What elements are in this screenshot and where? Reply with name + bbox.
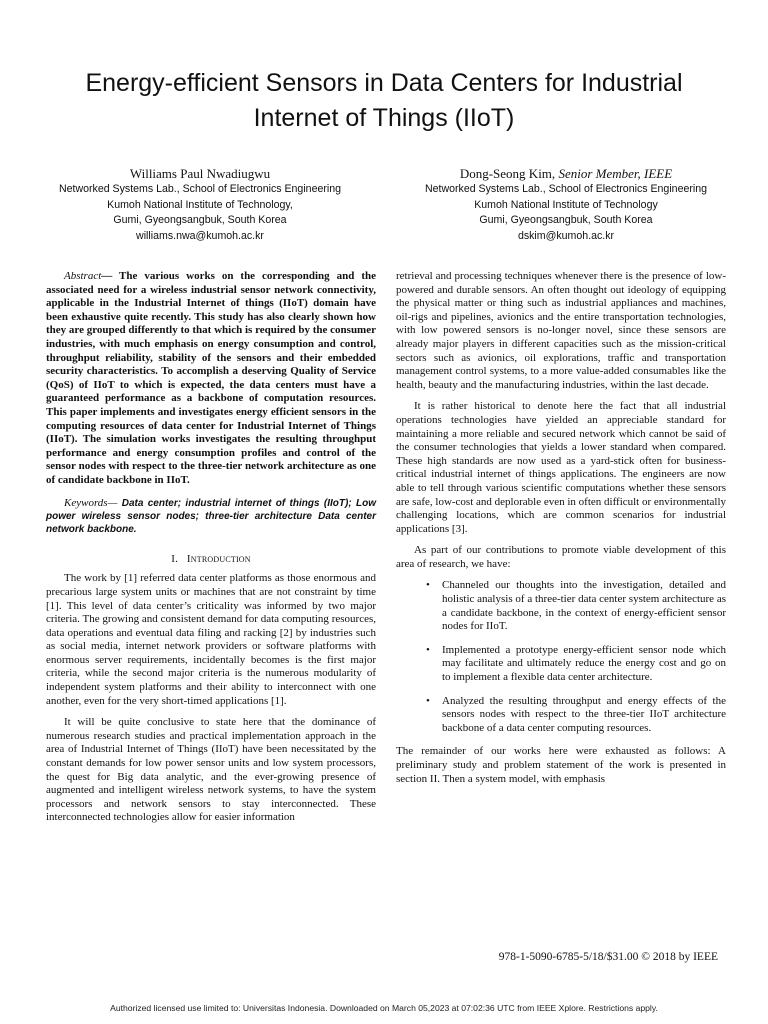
author-affiliation-line: Networked Systems Lab., School of Electronics Engineering — [58, 183, 342, 195]
list-item-text: Implemented a prototype energy-efficient sensor node which may facilitate and ultimately reduce the energy cost and go on to implement a flexible data center architecture. — [442, 643, 726, 684]
body-paragraph: As part of our contributions to promote viable development of this area of research, we have: — [396, 544, 726, 570]
license-footer: Authorized licensed use limited to: Universitas Indonesia. Downloaded on March 05,2023 at 07:02:36 UTC from IEEE Xplore. Restrictions apply. — [110, 1003, 658, 1013]
body-paragraph: It will be quite conclusive to state here that the dominance of numerous research studies and practical implementation approach in the area of Industrial Internet of Things (IIoT) have been necessitated by the constant demands for low power sensor units and low system processors, the quest for Big data analytic, and the ever-growing presence of augmented and intelligent wireless network systems, to have the system processors and network sensors to stay interconnected. These interconnected technologies allow for easier information — [46, 716, 376, 824]
author-name — [396, 165, 736, 182]
list-item-text: Channeled our thoughts into the investigation, detailed and holistic analysis of a three-tier data center system architecture as a candidate backbone, in the context of energy-efficient sensor nodes for IIoT. — [442, 579, 726, 633]
keywords-lead: Keywords— — [64, 496, 118, 509]
list-item-text: Analyzed the resulting throughput and energy effects of the sensors nodes with respect to the three-tier IIoT architecture backbone of a data center computing resources. — [442, 694, 726, 734]
author-name-text: Williams Paul Nwadiugwu — [129, 166, 271, 181]
author-role: Senior Member, IEEE — [558, 166, 673, 181]
section-numeral: I. — [171, 552, 179, 565]
right-column — [396, 270, 726, 794]
author-affiliation-line: Gumi, Gyeongsangbuk, South Korea — [479, 214, 653, 227]
author-affiliation-line: Gumi, Gyeongsangbuk, South Korea — [113, 214, 287, 227]
author-block-2 — [396, 165, 736, 244]
list-item — [396, 695, 726, 736]
abstract-text: — The various works on the corresponding and the associated need for a wireless industrial sensor network connectivity, applicable in the Industrial Internet of things (IIoT) domain have been exhaustive quite recently. This study has also clearly shown how they are grouped differently to that which is required by the consumer industries, with much emphasis on energy consumption and control, throughput reliability, stability of the sensors and their embedded security characteristics. To accomplish a deserving Quality of Service (QoS) of IIoT to which is expected, the data centers must have a guaranteed performance as a backbone of computation resources. This paper implements and investigates energy efficient sensors in the computing resources of data center for Industrial Internet of Things (IIoT). The simulation works investigates the resulting throughput performance and energy consumption profiles and control of the sensor nodes with respect to the three-tier network architecture as one of candidate backbone in IIoT. — [46, 270, 376, 486]
body-paragraph: It is rather historical to denote here the fact that all industrial operations technologies have yielded an appreciable standard for maintaining a more reliable and secured network which cannot be said of the consumer technologies that yields a lower standard when compared. These high standards are now used as a yard-stick often for business-critical industrial internet of things applications. The engineers are now able to tell through various scientific computations whether these sensors are safe, low-cost and deplorable even in often difficult or environmentally challenging locations, which are common scenarios for industrial applications [3]. — [396, 400, 726, 535]
paper-title: Energy-efficient Sensors in Data Centers for Industrial Internet of Things (IIoT) — [85, 69, 683, 132]
contribution-list — [396, 579, 726, 735]
author-affiliation-line: Kumoh National Institute of Technology, — [107, 198, 293, 211]
author-name — [30, 165, 370, 182]
author-affiliation-line: Kumoh National Institute of Technology — [474, 198, 658, 211]
body-paragraph: The work by [1] referred data center platforms as those enormous and precarious large system units or machines that are not constraint by time [1]. This level of data center’s criticality was informed by two major criteria. The growing and consistent demand for data computing resources, data operations and eventual data filing and racking [2] by industries such as social media, internet network providers or software platforms with enormous server requirements, incidentally becomes is the first major criteria, while the second major criteria is the numerous modularity of independent system platforms and their ability to interconnect with one another, even for the very short-timed applications [1]. — [46, 572, 376, 707]
copyright-notice: 978-1-5090-6785-5/18/$31.00 © 2018 by IEEE — [498, 951, 718, 963]
body-paragraph: retrieval and processing techniques whenever there is the presence of low-powered and durable sensors. An often thought out ideology of equipping the physical matter or thing such as industrial appliances and machines, oil-rigs and pipelines, avionics and the entire transportation technologies, with low powered sensors is no-longer novel, since these sensors are already major players in different capacities such as the mission-critical sectors such as avionics, oil explorations, traffic and transportation management control systems, to a more value-added consumables like the health, beauty and the manufacturing industries, within the last decade. — [396, 270, 726, 391]
section-heading — [46, 553, 376, 567]
bullet-icon: • — [426, 643, 430, 656]
author-name-text: Dong-Seong Kim, — [459, 166, 556, 181]
body-paragraph: The remainder of our works here were exhausted as follows: A preliminary study and problem statement of the work is presented in section II. Then a system model, with emphasis — [396, 745, 726, 785]
section-title: Introduction — [186, 552, 251, 565]
author-affiliation-line: Networked Systems Lab., School of Electronics Engineering — [424, 183, 708, 195]
abstract — [46, 270, 376, 488]
bullet-icon: • — [426, 579, 430, 592]
author-email: williams.nwa@kumoh.ac.kr — [136, 229, 264, 242]
left-column — [46, 270, 376, 833]
author-block-1 — [30, 165, 370, 244]
list-item — [396, 579, 726, 633]
bullet-icon: • — [426, 694, 430, 707]
keywords — [46, 497, 376, 537]
list-item — [396, 644, 726, 685]
author-email: dskim@kumoh.ac.kr — [517, 229, 615, 242]
keywords-text: Data center; industrial internet of things (IIoT); Low power wireless sensor nodes; three-tier architecture Data center network backbone. — [46, 497, 376, 536]
abstract-lead: Abstract — [64, 270, 102, 282]
